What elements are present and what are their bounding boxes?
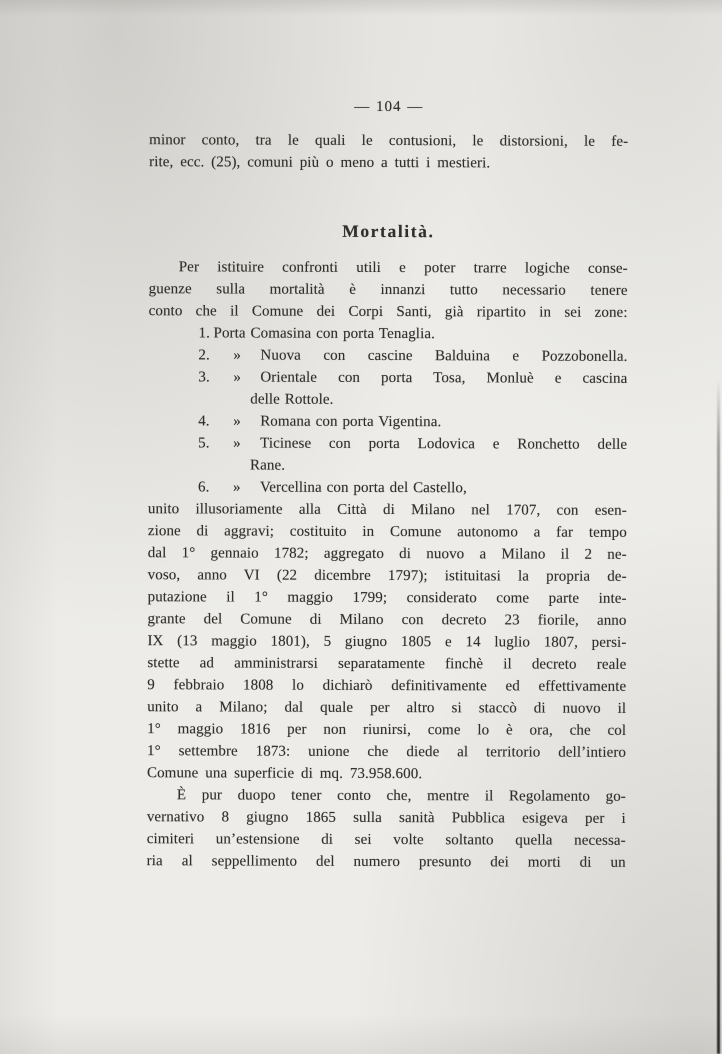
ditto-mark: » [233,435,241,452]
text-line: cimiteri un’estensione di sei volte soltanto quella necessa- [146,831,626,849]
text-block [147,95,629,874]
paragraph-intro [149,129,628,175]
zone-item-3 [198,366,627,389]
text-line: dal 1° gennaio 1782; aggregato di nuovo a Milano il 2 ne- [147,545,627,563]
text-line: 1° settembre 1873: unione che diede al territorio dell’intiero [147,743,627,761]
zone-text-continuation: Rane. [250,457,286,474]
text-line: stette ad amministrarsi separatamente finchè il decreto reale [147,655,627,673]
text-line: unito illusoriamente alla Città di Milano nel 1707, con esen- [147,501,627,519]
zone-text: Orientale con porta Tosa, Monluè e cascina [260,369,628,387]
page-number: — 104 — [354,98,424,116]
zone-text-continuation: delle Rottole. [250,391,334,408]
zone-item-2 [198,344,627,367]
zone-item-6 [198,476,627,499]
section-heading: Mortalità. [342,220,435,242]
text-line: 1° maggio 1816 per non riunirsi, come lo è ora, che col [147,721,627,739]
text-line: zione di aggravi; costituito in Comune autonomo a far tempo [147,523,627,541]
zone-number: 5. [198,435,210,452]
zone-text: Nuova con cascine Balduina e Pozzobonella. [260,347,628,365]
text-line: IX (13 maggio 1801), 5 giugno 1805 e 14 luglio 1807, persi- [147,633,627,651]
text-line: È pur duopo tener conto che, mentre il Regolamento go- [176,787,626,805]
text-line: guenze sulla mortalità è innanzi tutto necessario tenere [148,281,628,299]
text-line: grante del Comune di Milano con decreto 23 fiorile, anno [147,611,627,629]
zone-text: Porta Comasina con porta Tenaglia. [213,325,435,343]
scan-edge-shadow [717,380,720,1054]
zone-number: 3. [198,369,210,386]
paragraph-history [147,498,627,786]
text-line: Comune una superficie di mq. 73.958.600. [146,765,423,783]
text-line: putazione il 1° maggio 1799; considerato come parte inte- [147,589,627,607]
zone-text: Romana con porta Vigentina. [260,413,442,431]
text-line: ria al seppellimento del numero presunto dei morti di un [146,853,626,871]
zone-number: 4. [198,413,210,430]
ditto-mark: » [233,369,242,386]
zone-text: Vercellina con porta del Castello, [259,479,467,497]
ditto-mark: » [232,479,241,496]
zone-item-4 [198,410,627,433]
text-line: rite, ecc. (25), comuni più o meno a tutti i mestieri. [149,154,491,172]
text-line: conto che il Comune dei Corpi Santi, già ripartito in sei zone: [148,303,628,321]
zone-item-1 [198,322,627,345]
ditto-mark: » [233,413,241,430]
zone-number: 1. [198,325,211,342]
zone-number: 6. [197,479,210,496]
text-line: unito a Milano; dal quale per altro si staccò di nuovo il [147,699,627,717]
zone-text: Ticinese con porta Lodovica e Ronchetto delle [260,435,628,453]
text-line: 9 febbraio 1808 lo dichiarò definitivamente ed effettivamente [147,677,627,695]
text-line: minor conto, tra le quali le contusioni, le distorsioni, le fe- [149,132,629,150]
text-line: vernativo 8 giugno 1865 sulla sanità Pubblica esigeva per i [146,809,626,827]
zone-item-5 [198,432,627,455]
paragraph-regolamento [147,784,626,874]
ditto-mark: » [233,347,242,364]
paragraph-opening [149,256,628,324]
zone-number: 2. [198,347,210,364]
text-line: voso, anno VI (22 dicembre 1797); istituitasi la propria de- [147,567,627,585]
zones-list [198,322,628,499]
text-line: Per istituire confronti utili e poter trarre logiche conse- [178,259,628,277]
